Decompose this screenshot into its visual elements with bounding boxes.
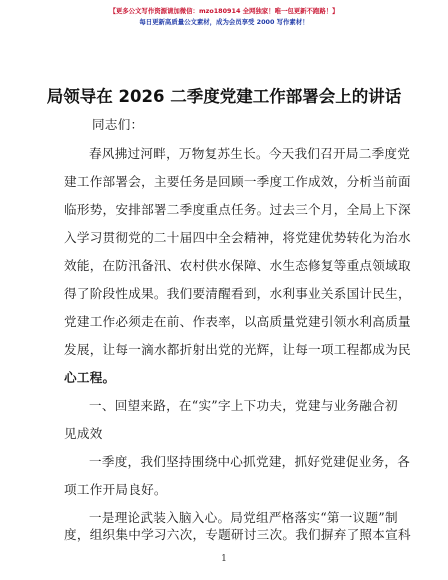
paragraph-line: 党建工作必须走在前、作表率，以高质量党建引领水利高质量	[64, 314, 411, 329]
paragraph-line: 项工作开局良好。	[64, 482, 167, 497]
paragraph-line: 建工作部署会，主要任务是回顾一季度工作成效，分析当前面	[64, 174, 411, 189]
paragraph-bold-ending: 心工程。	[64, 370, 116, 385]
paragraph-line: 一季度，我们坚持围绕中心抓党建，抓好党建促业务，各	[89, 454, 411, 469]
paragraph-line: 得了阶段性成果。我们要清醒看到，水利事业关系国计民生，	[64, 286, 411, 301]
paragraph-line: 入学习贯彻党的二十届四中全会精神，将党建优势转化为治水	[64, 230, 411, 245]
paragraph-line: 发展，让每一滴水都折射出党的光辉，让每一项工程都成为民	[64, 342, 411, 357]
document-title: 局领导在 2026 二季度党建工作部署会上的讲话	[46, 87, 402, 106]
paragraph-line: 临形势，安排部署二季度重点任务。过去三个月，全局上下深	[64, 202, 411, 217]
paragraph-line: 一是理论武装入脑入心。局党组严格落实“第一议题”制	[89, 510, 398, 525]
paragraph-line: 效能，在防汛备汛、农村供水保障、水生态修复等重点领域取	[64, 258, 411, 273]
salutation: 同志们：	[92, 117, 144, 132]
paragraph-line: 春风拂过河畔，万物复苏生长。今天我们召开局二季度党	[89, 146, 411, 161]
promo-banner-line-2: 每日更新高质量公文素材，成为会员享受 2000 写作素材！	[139, 18, 309, 26]
section-heading: 一、回望来路，在“实”字上下功夫，党建与业务融合初	[89, 398, 398, 413]
paragraph-line: 度，组织集中学习六次，专题研讨三次。我们摒弃了照本宣科	[64, 527, 411, 542]
page-number: 1	[221, 554, 227, 564]
promo-banner-line-1: 【更多公文写作资源请加微信：mzo180914 全网独家！唯一包更新不跑路！】	[109, 7, 339, 15]
section-heading-cont: 见成效	[64, 426, 103, 441]
